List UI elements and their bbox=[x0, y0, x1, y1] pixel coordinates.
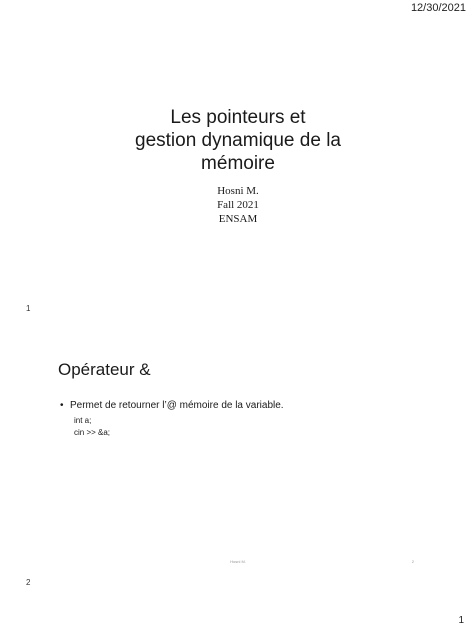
slide-1 bbox=[46, 70, 430, 290]
slide-2-title: Opérateur & bbox=[58, 360, 151, 379]
page-number: 1 bbox=[458, 615, 464, 626]
slide-2-code bbox=[74, 415, 110, 439]
slide-1-institution: ENSAM bbox=[218, 213, 258, 225]
slide-1-term: Fall 2021 bbox=[217, 199, 259, 211]
bullet-marker: • bbox=[60, 400, 64, 411]
slide-2-number: 2 bbox=[26, 578, 31, 587]
slide-1-title-line: gestion dynamique de la bbox=[135, 130, 341, 151]
slide-1-title bbox=[46, 106, 430, 175]
code-line: int a; bbox=[74, 416, 92, 425]
code-line: cin >> &a; bbox=[74, 428, 111, 437]
slide-1-author: Hosni M. bbox=[217, 185, 259, 197]
slide-1-title-line: Les pointeurs et bbox=[170, 107, 306, 128]
slide-1-number: 1 bbox=[26, 304, 31, 313]
print-date: 12/30/2021 bbox=[410, 2, 466, 14]
slide-2-footer: Hosni M. bbox=[230, 559, 246, 564]
slide-2-bullet-text: Permet de retourner l’@ mémoire de la variable. bbox=[70, 400, 284, 411]
slide-2 bbox=[46, 340, 430, 570]
slide-2-bullet bbox=[60, 400, 284, 411]
slide-2-footer-number: 2 bbox=[411, 559, 414, 564]
slide-1-subtitle bbox=[46, 184, 430, 226]
slide-1-title-line: mémoire bbox=[201, 153, 275, 174]
